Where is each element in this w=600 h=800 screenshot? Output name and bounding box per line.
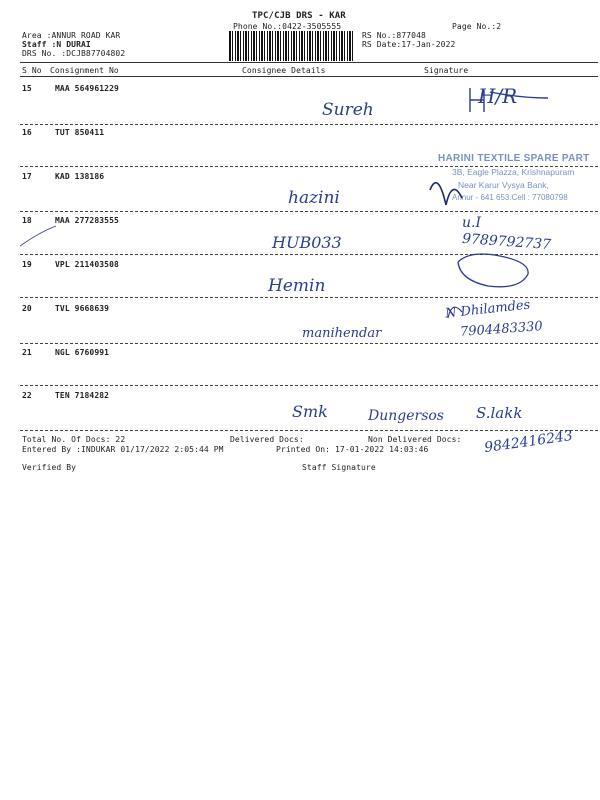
handwritten-name: hazini [288, 188, 340, 208]
handwritten-name: Smk [292, 402, 328, 421]
row-consignment: NGL 6760991 [55, 348, 110, 357]
non-delivered-docs: Non Delivered Docs: [368, 435, 462, 444]
column-sno: S No [22, 66, 42, 75]
stamp-company-name: HARINI TEXTILE SPARE PART [438, 153, 590, 164]
signature-stroke [458, 254, 528, 287]
row-sno: 16 [22, 128, 32, 137]
handwritten-mark: u.I [462, 215, 481, 231]
column-consignee: Consignee Details [242, 66, 326, 75]
column-signature: Signature [424, 66, 469, 75]
row-sno: 15 [22, 84, 32, 93]
row-consignment: TVL 9668639 [55, 304, 110, 313]
row-consignment: VPL 211403508 [55, 260, 119, 269]
staff-field: Staff :N DURAI [22, 40, 91, 49]
signature-stroke [430, 183, 462, 205]
rs-number: RS No.:877048 [362, 31, 426, 40]
signature-stroke [448, 307, 462, 318]
area-field: Area :ANNUR ROAD KAR [22, 31, 121, 40]
handwritten-name: Hemin [268, 276, 326, 296]
entered-by: Entered By :INDUKAR 01/17/2022 2:05:44 PM [22, 445, 224, 454]
handwritten-name: HUB033 [272, 233, 342, 252]
row-sno: 22 [22, 391, 32, 400]
row-sno: 19 [22, 260, 32, 269]
total-docs: Total No. Of Docs: 22 [22, 435, 126, 444]
printed-on: Printed On: 17-01-2022 14:03:46 [276, 445, 429, 454]
row-sno: 20 [22, 304, 32, 313]
handwritten-name: manihendar [302, 326, 382, 341]
handwritten-signature: H/R [478, 84, 518, 108]
stamp-address-line: 3B, Eagle Plazza, Krishnapuram [452, 167, 575, 177]
verified-by: Verified By [22, 463, 77, 472]
row-consignment: TUT 850411 [55, 128, 105, 137]
drs-number: DRS No. :DCJB87704802 [22, 49, 126, 58]
handwritten-name: Sureh [322, 100, 374, 120]
handwritten-signature: N Dhilamdes [444, 297, 531, 322]
delivered-docs: Delivered Docs: [230, 435, 304, 444]
page-number: Page No.:2 [452, 22, 502, 31]
handwritten-phone: 9789792737 [461, 230, 552, 254]
staff-signature-label: Staff Signature [302, 463, 376, 472]
handwritten-name: Dungersos [368, 408, 444, 424]
row-sno: 21 [22, 348, 32, 357]
handwritten-phone: 7904483330 [459, 319, 544, 340]
column-consignment: Consignment No [50, 66, 119, 75]
phone-number: Phone No.:0422-3505555 [233, 22, 342, 31]
row-sno: 17 [22, 172, 32, 181]
handwritten-phone: 9842416243 [483, 427, 574, 457]
rs-date: RS Date:17-Jan-2022 [362, 40, 456, 49]
handwritten-signature: S.lakk [476, 404, 523, 422]
row-consignment: MAA 564961229 [55, 84, 119, 93]
stamp-address-line: Annur - 641 653.Cell : 77080798 [452, 193, 568, 202]
signature-stroke [470, 88, 548, 112]
document-title: TPC/CJB DRS - KAR [252, 11, 346, 21]
stamp-address-line: Near Karur Vysya Bank, [458, 180, 549, 190]
row-consignment: MAA 277283555 [55, 216, 119, 225]
row-consignment: KAD 138186 [55, 172, 105, 181]
row-consignment: TEN 7184282 [55, 391, 110, 400]
pen-mark [20, 226, 56, 246]
row-sno: 18 [22, 216, 32, 225]
